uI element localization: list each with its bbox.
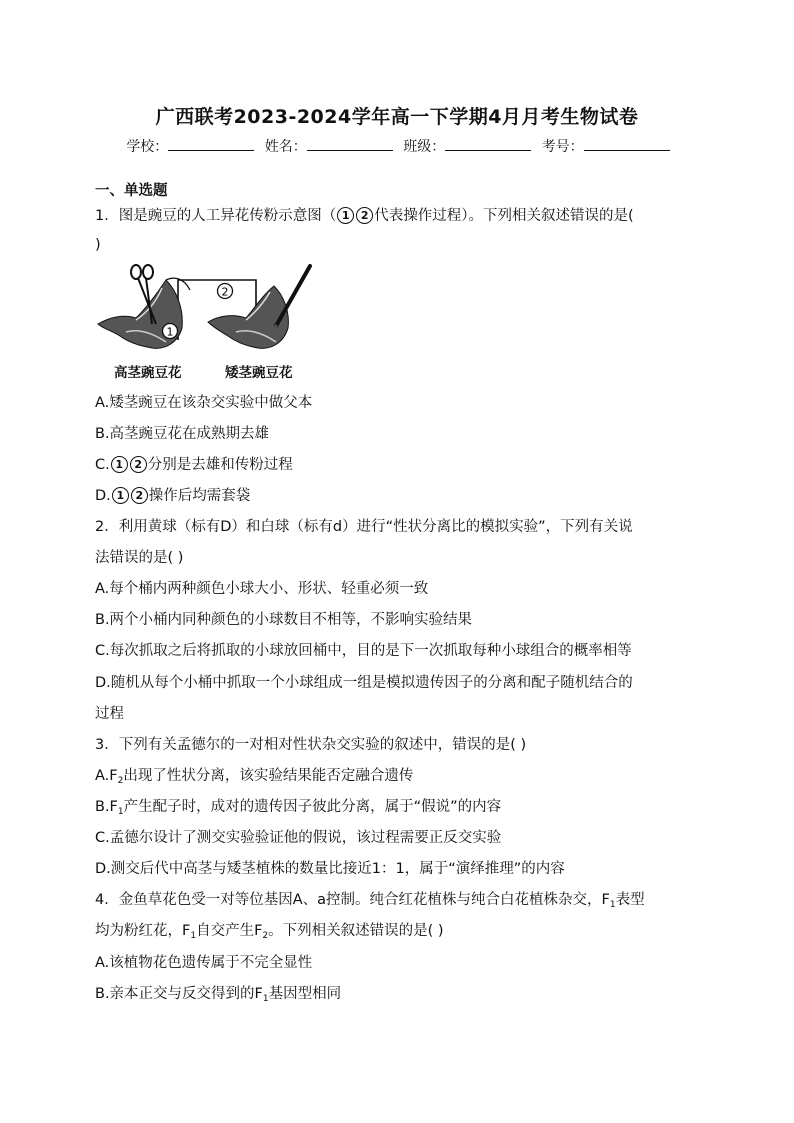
question-1-stem [95, 206, 634, 226]
tall-pea-flower [98, 278, 190, 348]
circled-number-1: 1 [111, 456, 128, 473]
q4-text-b: 表型 [615, 892, 645, 908]
q3-b-text: 产生配子时，成对的遗传因子彼此分离，属于“假说”的内容 [123, 799, 502, 815]
q3-option-c: C.孟德尔设计了测交实验验证他的假说，该过程需要正反交实验 [95, 830, 502, 846]
subscript: 1 [262, 994, 269, 1004]
q4-option-a: A.该植物花色遗传属于不完全显性 [95, 955, 313, 971]
name-field[interactable] [307, 138, 393, 151]
q1-option-d [95, 486, 250, 506]
step-label-2: 2 [221, 285, 229, 299]
number-field[interactable] [584, 138, 670, 151]
q1-text-b: 代表操作过程）。下列相关叙述错误的是( [374, 208, 634, 224]
class-label: 班级： [403, 139, 446, 155]
q1-option-a: A.矮茎豌豆在该杂交实验中做父本 [95, 395, 313, 411]
school-field[interactable] [168, 138, 254, 151]
subscript: 1 [609, 900, 616, 910]
page-title: 广西联考2023-2024学年高一下学期4月月考生物试卷 [155, 106, 639, 128]
q2-option-b: B.两个小桶内同种颜色的小球数目不相等，不影响实验结果 [95, 612, 473, 628]
question-2-stem: 2．利用黄球（标有D）和白球（标有d）进行“性状分离比的模拟实验”，下列有关说 [95, 519, 633, 535]
section-heading: 一、单选题 [95, 183, 168, 199]
q3-a-prefix: A.F [95, 768, 118, 784]
pollination-diagram [96, 262, 326, 362]
circled-number-1: 1 [337, 207, 354, 224]
q2-option-c: C.每次抓取之后将抓取的小球放回桶中，目的是下一次抓取每种小球组合的概率相等 [95, 643, 632, 659]
subscript: 2 [262, 931, 269, 941]
q2-option-d: D.随机从每个小桶中抓取一个小球组成一组是模拟遗传因子的分离和配子随机结合的 [95, 675, 633, 691]
pollination-figure [96, 262, 326, 382]
number-label: 考号： [541, 139, 584, 155]
step-label-1: 1 [166, 325, 174, 339]
subscript: 1 [190, 931, 197, 941]
subscript: 1 [117, 807, 124, 817]
q1-c-text: 分别是去雄和传粉过程 [147, 457, 293, 473]
question-4-stem [95, 890, 645, 910]
q4-option-b [95, 984, 341, 1004]
circled-number-2: 2 [130, 456, 147, 473]
caption-dwarf-pea: 矮茎豌豆花 [225, 365, 293, 381]
q1-text-a: 1．图是豌豆的人工异花传粉示意图（ [95, 208, 337, 224]
subscript: 2 [117, 776, 124, 786]
circled-number-2: 2 [131, 487, 148, 504]
q1-option-b: B.高茎豌豆花在成熟期去雄 [95, 426, 270, 442]
q1-d-prefix: D. [95, 488, 111, 504]
q1-c-prefix: C. [95, 457, 110, 473]
q1-option-c [95, 455, 293, 475]
q3-option-d: D.测交后代中高茎与矮茎植株的数量比接近1：1，属于“演绎推理”的内容 [95, 861, 565, 877]
q4-text-a: 4．金鱼草花色受一对等位基因A、a控制。纯合红花植株与纯合白花植株杂交，F [95, 892, 610, 908]
q4-b-prefix: B.亲本正交与反交得到的F [95, 986, 263, 1002]
question-1-stem-cont: ) [95, 237, 101, 253]
q3-option-b [95, 797, 501, 817]
q4-text-d: 自交产生F [196, 923, 263, 939]
name-label: 姓名： [264, 139, 307, 155]
q2-option-a: A.每个桶内两种颜色小球大小、形状、轻重必须一致 [95, 581, 429, 597]
caption-tall-pea: 高茎豌豆花 [114, 365, 182, 381]
circled-number-2: 2 [356, 207, 373, 224]
q2-option-d-cont: 过程 [95, 706, 124, 722]
question-4-stem-cont [95, 921, 444, 941]
q1-d-text: 操作后均需套袋 [148, 488, 251, 504]
circled-number-1: 1 [112, 487, 129, 504]
q4-text-e: 。下列相关叙述错误的是( ) [268, 923, 444, 939]
q4-b-text: 基因型相同 [268, 986, 342, 1002]
class-field[interactable] [445, 138, 531, 151]
q4-text-c: 均为粉红花，F [95, 923, 191, 939]
q3-option-a [95, 766, 413, 786]
q3-b-prefix: B.F [95, 799, 118, 815]
question-3-stem: 3．下列有关孟德尔的一对相对性状杂交实验的叙述中，错误的是( ) [95, 737, 527, 753]
school-label: 学校： [126, 139, 169, 155]
question-2-stem-cont: 法错误的是( ) [95, 550, 184, 566]
student-info-row [0, 136, 794, 156]
q3-a-text: 出现了性状分离，该实验结果能否定融合遗传 [123, 768, 414, 784]
